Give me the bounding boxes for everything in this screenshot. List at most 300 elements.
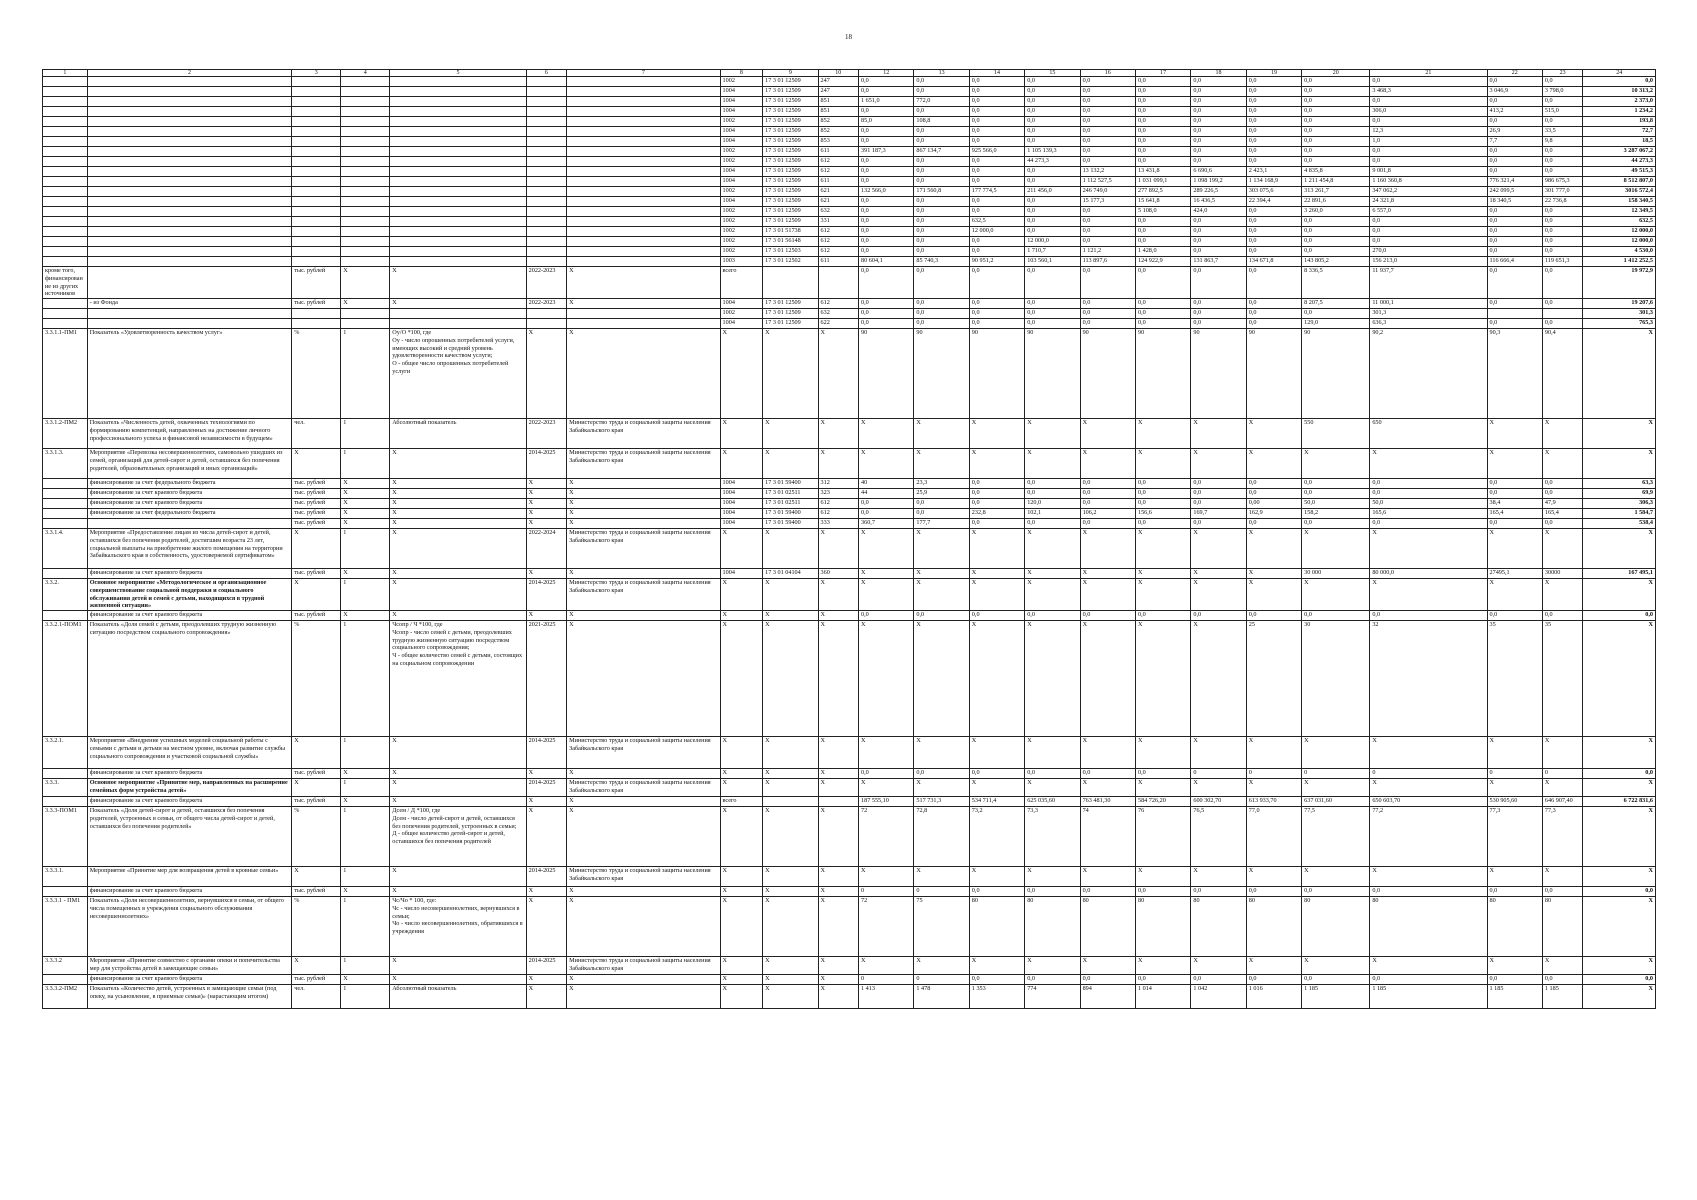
table-row (43, 529, 1656, 569)
table-cell: Х (720, 611, 763, 621)
table-cell: 2 423,1 (1246, 167, 1301, 177)
table-cell (763, 267, 818, 299)
table-cell: 0,0 (1135, 237, 1190, 247)
table-cell: 4 530,0 (1583, 247, 1656, 257)
table-cell: Х (341, 499, 390, 509)
table-cell: Х (763, 449, 818, 479)
table-cell: 17 3 01 12509 (763, 127, 818, 137)
table-cell: Х (390, 299, 526, 309)
table-cell: 0,0 (969, 479, 1024, 489)
table-cell: 0,0 (1135, 157, 1190, 167)
table-cell: Х (859, 621, 914, 737)
table-cell: 0,0 (914, 299, 969, 309)
table-cell (526, 157, 566, 167)
table-cell: 1 234,2 (1583, 107, 1656, 117)
table-cell: Х (390, 957, 526, 975)
table-row (43, 137, 1656, 147)
table-cell: Х (763, 529, 818, 569)
table-cell: 0,0 (1370, 479, 1487, 489)
table-cell: Х (1191, 737, 1246, 769)
table-cell: 0,0 (969, 197, 1024, 207)
column-header: 3 (292, 70, 341, 77)
table-cell: Х (1487, 867, 1542, 887)
table-cell (43, 97, 88, 107)
table-cell: 331 (818, 217, 858, 227)
table-cell: Х (1302, 579, 1370, 611)
column-header: 7 (567, 70, 720, 77)
table-cell: Х (720, 419, 763, 449)
table-cell: 611 (818, 177, 858, 187)
table-cell: 301,3 (1370, 309, 1487, 319)
table-cell: 0,0 (859, 227, 914, 237)
table-cell: 0,0 (914, 309, 969, 319)
table-row (43, 217, 1656, 227)
table-cell: Х (1080, 569, 1135, 579)
table-cell: 22 736,8 (1542, 197, 1582, 207)
table-cell: 0,0 (1080, 87, 1135, 97)
table-cell: Х (1135, 449, 1190, 479)
table-cell (390, 319, 526, 329)
table-cell: 0,0 (1080, 237, 1135, 247)
table-cell (526, 319, 566, 329)
table-cell: 49 515,3 (1583, 167, 1656, 177)
table-cell: Х (390, 499, 526, 509)
table-cell: Х (1191, 419, 1246, 449)
table-cell: % (292, 329, 341, 419)
table-cell: 80 (1302, 897, 1370, 957)
table-cell: 17 3 01 12509 (763, 299, 818, 309)
table-cell (43, 177, 88, 187)
table-cell: Х (818, 779, 858, 797)
table-cell: Х (1080, 737, 1135, 769)
table-cell: Х (1246, 737, 1301, 769)
table-cell: Х (1246, 779, 1301, 797)
table-cell: 0,0 (1487, 975, 1542, 985)
table-cell: 22 394,4 (1246, 197, 1301, 207)
table-cell: 0,0 (859, 107, 914, 117)
table-cell: 0,0 (1246, 87, 1301, 97)
table-cell: 0,0 (859, 319, 914, 329)
table-cell: Основное мероприятие «Методологическое и организационное совершенствование социальной поддержки и социального обслуживания детей и семей с детьми, находящихся в трудной жизненной ситуации» (87, 579, 292, 611)
table-cell: Х (914, 449, 969, 479)
table-cell: 3.3.3.1. (43, 867, 88, 887)
table-cell: Х (763, 985, 818, 1009)
table-cell: 0,0 (969, 267, 1024, 299)
table-cell: 1004 (720, 167, 763, 177)
table-cell (292, 217, 341, 227)
table-cell: Х (567, 499, 720, 509)
table-cell: Х (914, 529, 969, 569)
table-cell: 632 (818, 309, 858, 319)
table-cell: 44 273,3 (1025, 157, 1080, 167)
table-cell: 77,3 (1542, 807, 1582, 867)
table-cell: 0,0 (1302, 227, 1370, 237)
table-cell: 0,0 (914, 267, 969, 299)
table-cell (43, 299, 88, 309)
table-cell: 1002 (720, 157, 763, 167)
table-cell: 289 226,5 (1191, 187, 1246, 197)
table-cell: 0,0 (1135, 107, 1190, 117)
table-cell: Х (969, 957, 1024, 975)
table-cell: Х (914, 621, 969, 737)
table-cell: 301 777,0 (1542, 187, 1582, 197)
table-cell: 12 000,0 (1583, 227, 1656, 237)
table-cell: 177 774,5 (969, 187, 1024, 197)
table-cell (87, 257, 292, 267)
table-cell: 612 (818, 237, 858, 247)
table-cell: 116 666,4 (1487, 257, 1542, 267)
table-cell: 0,0 (1302, 147, 1370, 157)
table-cell: 2021-2025 (526, 621, 566, 737)
table-cell (292, 309, 341, 319)
table-cell: Абсолютный показатель (390, 419, 526, 449)
table-cell: 90 (1025, 329, 1080, 419)
table-cell: 10 313,2 (1583, 87, 1656, 97)
table-cell: 47,9 (1542, 499, 1582, 509)
table-cell (390, 127, 526, 137)
table-row (43, 267, 1656, 299)
table-cell: Х (1080, 621, 1135, 737)
table-cell: 0,0 (1302, 611, 1370, 621)
table-cell: 0,0 (1191, 299, 1246, 309)
table-cell: 0,0 (1370, 157, 1487, 167)
table-cell: 90 (969, 329, 1024, 419)
table-cell: 1 014 (1135, 985, 1190, 1009)
table-cell: 90 951,2 (969, 257, 1024, 267)
table-cell: 76 (1135, 807, 1190, 867)
table-cell: Министерство труда и социальной защиты населения Забайкальского края (567, 419, 720, 449)
table-cell: 17 3 01 12503 (763, 247, 818, 257)
table-cell: 17 3 01 59400 (763, 519, 818, 529)
table-cell: 0,0 (1025, 127, 1080, 137)
table-row (43, 117, 1656, 127)
table-cell: Х (818, 329, 858, 419)
table-cell: 8 207,5 (1302, 299, 1370, 309)
table-cell (818, 797, 858, 807)
table-cell: 853 (818, 137, 858, 147)
table-cell: 1 (341, 621, 390, 737)
table-cell: 303 075,6 (1246, 187, 1301, 197)
table-cell: 0,0 (1487, 611, 1542, 621)
table-cell: 0,0 (1487, 479, 1542, 489)
table-cell: 3.3.3.1 - ПМ1 (43, 897, 88, 957)
table-cell: 1004 (720, 87, 763, 97)
table-cell: Х (1135, 621, 1190, 737)
table-cell (567, 247, 720, 257)
table-cell: 0,0 (914, 247, 969, 257)
table-cell: 0,0 (969, 519, 1024, 529)
table-cell: 3.3.2.1. (43, 737, 88, 769)
table-row (43, 621, 1656, 737)
table-cell: Х (818, 897, 858, 957)
table-cell: Х (1542, 529, 1582, 569)
table-row (43, 779, 1656, 797)
table-cell (43, 247, 88, 257)
table-cell: 3.3.3.2-ПМ2 (43, 985, 88, 1009)
table-cell: 80 (1542, 897, 1582, 957)
table-cell (341, 77, 390, 87)
table-cell: Х (341, 611, 390, 621)
table-cell: 0,0 (1542, 975, 1582, 985)
table-cell: 0,0 (1191, 127, 1246, 137)
table-cell: 0,0 (1080, 157, 1135, 167)
table-cell: 0,0 (1135, 611, 1190, 621)
table-cell: Х (818, 621, 858, 737)
table-cell: 44 273,3 (1583, 157, 1656, 167)
table-cell: 1 (341, 529, 390, 569)
table-cell: Х (1135, 419, 1190, 449)
table-cell (390, 197, 526, 207)
table-cell: 0,0 (914, 237, 969, 247)
table-cell: 851 (818, 97, 858, 107)
table-cell: Х (1487, 779, 1542, 797)
table-cell: 0,0 (1080, 319, 1135, 329)
table-cell: 0,0 (1246, 887, 1301, 897)
table-cell: Х (1583, 867, 1656, 887)
table-cell: Х (763, 611, 818, 621)
table-cell: 3.3.3-ПОМ1 (43, 807, 88, 867)
table-cell: 0,0 (1302, 247, 1370, 257)
table-cell: Х (390, 519, 526, 529)
table-cell: 0,0 (969, 127, 1024, 137)
table-cell: 90 (1191, 329, 1246, 419)
table-cell: Х (763, 737, 818, 769)
table-cell: Х (1025, 737, 1080, 769)
table-cell: Х (859, 779, 914, 797)
table-cell: Х (859, 579, 914, 611)
table-cell: Х (567, 621, 720, 737)
table-cell: 30 000 (1302, 569, 1370, 579)
table-cell: 2014-2025 (526, 579, 566, 611)
table-cell (341, 227, 390, 237)
table-cell (87, 309, 292, 319)
table-cell: 0,0 (1135, 87, 1190, 97)
table-cell: Показатель «Доля семей с детьми, преодолевших трудную жизненную ситуацию посредством социального сопровождения» (87, 621, 292, 737)
table-cell: 0,0 (1025, 117, 1080, 127)
table-cell (526, 187, 566, 197)
table-cell: 0,0 (1246, 137, 1301, 147)
table-cell (43, 197, 88, 207)
table-cell: 0,0 (1135, 217, 1190, 227)
table-cell (567, 137, 720, 147)
table-cell: 0,0 (859, 237, 914, 247)
table-cell: Х (526, 499, 566, 509)
table-cell (87, 519, 292, 529)
table-cell: Х (567, 975, 720, 985)
table-cell: 0,0 (1246, 267, 1301, 299)
table-cell: финансирование за счет краевого бюджета (87, 797, 292, 807)
table-cell: 0 (914, 887, 969, 897)
column-header: 2 (87, 70, 292, 77)
table-cell: 0,0 (1302, 137, 1370, 147)
table-row (43, 247, 1656, 257)
table-cell: Х (720, 867, 763, 887)
table-cell: 3.3.3.2 (43, 957, 88, 975)
table-cell: 1004 (720, 519, 763, 529)
table-cell: Мероприятие «Принятие мер для возвращения детей в кровные семьи» (87, 867, 292, 887)
table-cell: 1 (341, 737, 390, 769)
table-cell (763, 797, 818, 807)
table-cell: 413,2 (1487, 107, 1542, 117)
table-cell: 232,8 (969, 509, 1024, 519)
table-cell: 72,8 (914, 807, 969, 867)
table-cell: Х (969, 779, 1024, 797)
table-cell: 80 (1370, 897, 1487, 957)
table-cell (292, 257, 341, 267)
table-cell: 0,0 (969, 117, 1024, 127)
table-cell: Х (763, 769, 818, 779)
table-cell: 242 099,5 (1487, 187, 1542, 197)
table-cell: 18,5 (1583, 137, 1656, 147)
table-cell (43, 519, 88, 529)
table-cell: 0,0 (1080, 77, 1135, 87)
table-cell: Х (818, 449, 858, 479)
table-row (43, 449, 1656, 479)
table-cell: Х (390, 489, 526, 499)
table-cell (818, 267, 858, 299)
table-cell: Х (818, 529, 858, 569)
table-cell: Х (390, 867, 526, 887)
table-cell: тыс. рублей (292, 299, 341, 309)
table-cell: 1 105 139,3 (1025, 147, 1080, 157)
table-row (43, 127, 1656, 137)
table-cell: Х (763, 779, 818, 797)
table-cell: Х (292, 529, 341, 569)
table-cell: 76,5 (1191, 807, 1246, 867)
table-cell: Х (1025, 569, 1080, 579)
table-cell: Х (914, 957, 969, 975)
table-cell (87, 187, 292, 197)
table-cell: 0,0 (1191, 319, 1246, 329)
table-cell: 1002 (720, 217, 763, 227)
table-cell (43, 489, 88, 499)
table-row (43, 897, 1656, 957)
table-cell: Х (567, 897, 720, 957)
table-row (43, 77, 1656, 87)
table-cell: 0,0 (1302, 887, 1370, 897)
table-cell: 8 512 807,0 (1583, 177, 1656, 187)
table-cell (87, 97, 292, 107)
table-cell (341, 97, 390, 107)
table-cell (526, 77, 566, 87)
table-cell: 0,0 (859, 137, 914, 147)
table-cell: Дсем / Д *100, где Дсем - число детей-сирот и детей, оставшихся без попечения родителей, устроенных в семьи; Д - общее количество детей-сирот и детей, оставшихся без попечения родителей (390, 807, 526, 867)
table-cell: 0,0 (1542, 611, 1582, 621)
table-cell (87, 207, 292, 217)
table-cell: 0,0 (1246, 611, 1301, 621)
table-cell: Х (1080, 419, 1135, 449)
table-cell: 11 937,7 (1370, 267, 1487, 299)
table-cell: 1 (341, 807, 390, 867)
table-cell: 0,0 (914, 319, 969, 329)
table-cell: Х (567, 509, 720, 519)
table-cell: 90,3 (1487, 329, 1542, 419)
table-cell: Показатель «Численность детей, охваченных технологиями по формированию компетенций, направленных на достижение личного профессионального успеха и финансовой независимости в будущем» (87, 419, 292, 449)
table-cell: Х (390, 797, 526, 807)
table-cell: Х (720, 579, 763, 611)
table-cell: 0,0 (1542, 227, 1582, 237)
table-cell: Х (1135, 957, 1190, 975)
table-cell: 3016 572,4 (1583, 187, 1656, 197)
table-cell: 0,0 (1246, 97, 1301, 107)
table-cell (526, 197, 566, 207)
table-cell (43, 137, 88, 147)
table-row (43, 319, 1656, 329)
table-cell (87, 127, 292, 137)
table-cell: 17 3 01 12509 (763, 187, 818, 197)
table-cell: 1003 (720, 257, 763, 267)
table-cell: 0,0 (1302, 237, 1370, 247)
table-cell: 15 177,3 (1080, 197, 1135, 207)
table-cell: 1 016 (1246, 985, 1301, 1009)
table-cell: 0,0 (1370, 147, 1487, 157)
table-cell: 0,0 (1025, 227, 1080, 237)
table-cell: Х (567, 569, 720, 579)
column-header: 9 (763, 70, 818, 77)
table-cell: % (292, 621, 341, 737)
table-cell: 0,0 (859, 127, 914, 137)
table-cell: 80 604,1 (859, 257, 914, 267)
table-cell: Министерство труда и социальной защиты населения Забайкальского края (567, 867, 720, 887)
table-cell (292, 177, 341, 187)
table-cell (341, 217, 390, 227)
table-cell: Х (969, 569, 1024, 579)
table-cell: 6 690,6 (1191, 167, 1246, 177)
table-cell: Министерство труда и социальной защиты населения Забайкальского края (567, 957, 720, 975)
table-cell: 44 (859, 489, 914, 499)
table-cell: финансирование за счет краевого бюджета (87, 769, 292, 779)
table-cell (292, 117, 341, 127)
table-cell (292, 227, 341, 237)
table-cell (43, 127, 88, 137)
table-row (43, 237, 1656, 247)
table-cell: 156,6 (1135, 509, 1190, 519)
table-cell: 530 905,60 (1487, 797, 1542, 807)
table-cell: Х (720, 769, 763, 779)
table-cell: 1002 (720, 187, 763, 197)
table-cell: 0,0 (1080, 887, 1135, 897)
table-cell: тыс. рублей (292, 509, 341, 519)
table-cell (526, 117, 566, 127)
table-cell: 0,0 (1025, 107, 1080, 117)
table-cell: 17 3 01 51738 (763, 227, 818, 237)
table-cell: Х (1246, 419, 1301, 449)
column-header: 5 (390, 70, 526, 77)
table-cell: Х (1583, 329, 1656, 419)
table-cell: 1002 (720, 117, 763, 127)
table-cell: 391 187,3 (859, 147, 914, 157)
table-cell: 85 740,3 (914, 257, 969, 267)
table-cell: 612 (818, 157, 858, 167)
table-cell: Х (390, 737, 526, 769)
table-cell: 852 (818, 127, 858, 137)
table-cell: 35 (1487, 621, 1542, 737)
table-cell: Х (818, 419, 858, 449)
table-cell: 132 566,0 (859, 187, 914, 197)
table-cell: 1002 (720, 207, 763, 217)
table-cell: Х (526, 807, 566, 867)
table-cell: 1 478 (914, 985, 969, 1009)
table-cell (87, 87, 292, 97)
table-cell: 0,0 (1135, 267, 1190, 299)
table-cell: 0,0 (1542, 117, 1582, 127)
table-cell (567, 147, 720, 157)
table-cell: 0,0 (914, 77, 969, 87)
table-cell: Х (1025, 957, 1080, 975)
table-cell: 0,0 (1302, 519, 1370, 529)
table-cell: 0,0 (859, 167, 914, 177)
table-cell (567, 157, 720, 167)
